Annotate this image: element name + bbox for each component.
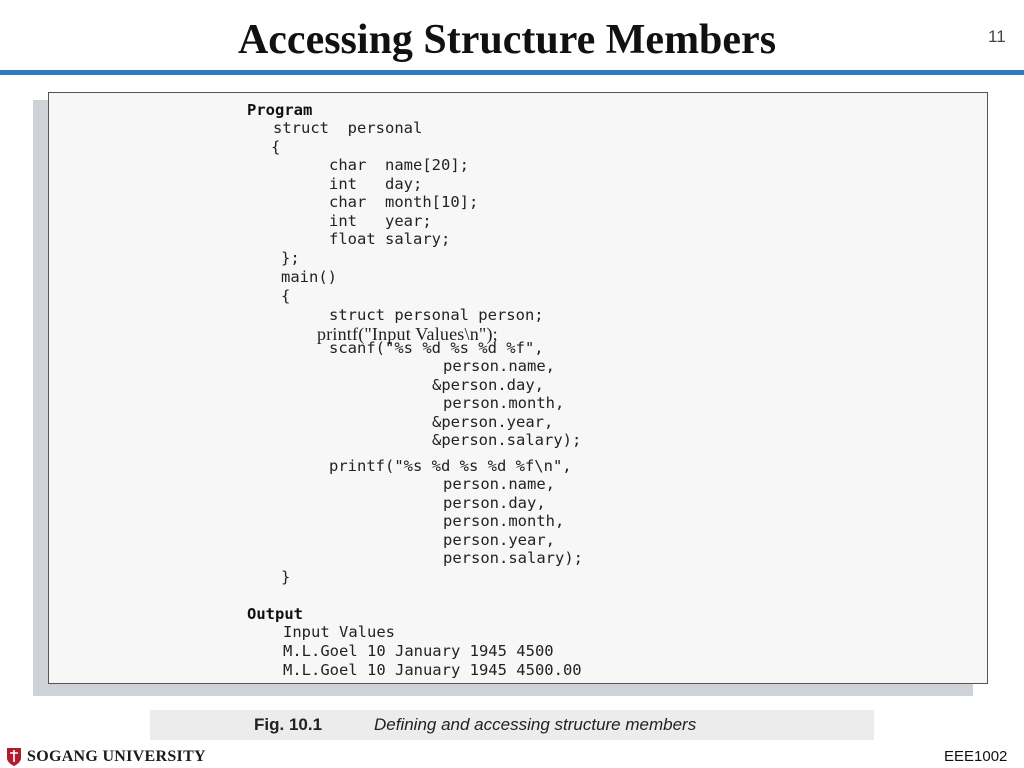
code-line: float salary; (329, 230, 451, 248)
code-line: printf("%s %d %s %d %f\n", (329, 457, 572, 475)
figure-number: Fig. 10.1 (254, 715, 323, 734)
title-divider (0, 70, 1024, 75)
university-emblem-icon (6, 747, 22, 767)
program-heading: Program (247, 101, 313, 119)
code-line: int year; (329, 212, 432, 230)
slide-title: Accessing Structure Members (237, 17, 777, 63)
code-line: int day; (329, 175, 423, 193)
code-line: struct personal person; (329, 306, 544, 324)
page-number: 11 (988, 27, 1006, 46)
figure-caption (150, 710, 874, 740)
output-line: Input Values (283, 623, 395, 641)
code-line: struct personal (273, 119, 423, 137)
code-line: char month[10]; (329, 193, 479, 211)
code-line: person.day, (443, 494, 546, 512)
code-line: scanf("%s %d %s %d %f", (329, 339, 544, 357)
figure-caption-text: Defining and accessing structure members (374, 715, 697, 734)
code-line: person.name, (443, 475, 555, 493)
course-code: EEE1002 (944, 748, 1008, 765)
code-line: &person.day, (432, 376, 544, 394)
code-line: person.year, (443, 531, 555, 549)
code-line: }; (281, 249, 300, 267)
code-line: &person.salary); (432, 431, 582, 449)
code-listing (48, 92, 988, 684)
output-heading: Output (247, 605, 303, 623)
code-line: { (271, 138, 281, 156)
code-line: &person.year, (432, 413, 554, 431)
code-line: } (281, 568, 291, 586)
university-logo (6, 746, 206, 768)
output-line: M.L.Goel 10 January 1945 4500 (283, 642, 554, 660)
code-line: { (281, 287, 291, 305)
code-line: printf("Input Values\n"); (317, 324, 498, 344)
code-line: person.month, (443, 512, 565, 530)
university-name: SOGANG UNIVERSITY (27, 748, 206, 765)
code-line: person.name, (443, 357, 555, 375)
output-line: M.L.Goel 10 January 1945 4500.00 (283, 661, 582, 679)
code-line: person.month, (443, 394, 565, 412)
code-line: main() (281, 268, 337, 286)
code-line: char name[20]; (329, 156, 469, 174)
code-line: person.salary); (443, 549, 583, 567)
